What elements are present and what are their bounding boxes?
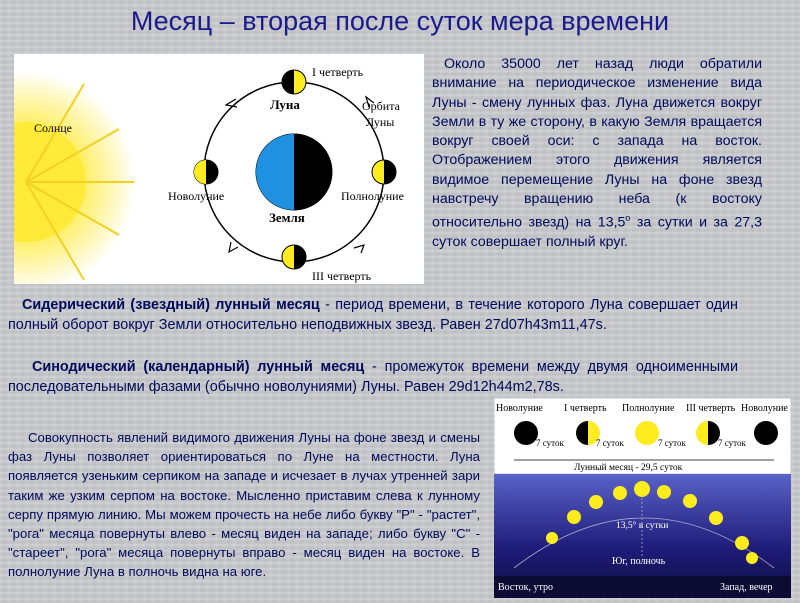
summary-paragraph — [8, 428, 480, 582]
phase-new-moon-icon — [514, 421, 538, 445]
summary-text: Совокупность явлений видимого движения Луны на фоне звезд и смены фаз Луны позволяет ориентироваться по Луне на местности. Луна появляется узеньким серпиком на западе и исчезает в лучах утренней зари таким же узким серпом на востоке. Мысленно приставим слева к лунному серпу прямую линию. Мы можем прочесть на небе либо букву "Р" - "растет", "рога" месяца повернуты влево - месяц виден на западе; либо букву "С" - "стареет", "рога" месяца повернуты вправо - месяц виден на востоке. В полнолуние Луна в полночь видна на юге. — [8, 430, 480, 580]
month-label: Лунный месяц - 29,5 суток — [574, 463, 683, 473]
phases-header-1: I четверть — [564, 403, 607, 414]
intro-paragraph — [432, 55, 762, 253]
interval-label-4: 7 суток — [718, 438, 746, 448]
west-label: Запад, вечер — [720, 582, 773, 593]
phases-header-4: Новолуние — [741, 403, 788, 414]
earth-icon — [256, 134, 332, 210]
phase-right-label: Полнолуние — [341, 189, 404, 203]
moon-orbit-diagram — [14, 54, 424, 284]
degree-sign: о — [625, 213, 631, 224]
interval-label-1: 7 суток — [536, 438, 564, 448]
phase-full-moon-icon — [635, 421, 659, 445]
phases-header-3: III четверть — [686, 403, 736, 414]
lunar-phases-diagram — [494, 398, 791, 598]
phases-header-2: Полнолуние — [622, 403, 675, 414]
synodic-text: - промежуток времени между двумя одноименными последовательными фазами (обычно новолуниями) Луны. Равен 29d12h44m2,78s. — [8, 359, 738, 395]
phases-header-0: Новолуние — [496, 403, 543, 414]
sun-icon — [14, 72, 136, 284]
earth-label: Земля — [269, 210, 305, 225]
sidereal-term: Сидерический (звездный) лунный месяц — [22, 297, 320, 313]
orbit-label-line2: Луны — [366, 115, 395, 129]
sidereal-text: - период времени, в течение которого Луна совершает один полный оборот вокруг Земли относительно неподвижных звезд. Равен 27d07h43m11,47s. — [8, 297, 738, 333]
sidereal-definition — [8, 295, 738, 335]
interval-label-3: 7 суток — [658, 438, 686, 448]
interval-label-2: 7 суток — [596, 438, 624, 448]
daily-shift-label: 13,5° в сутки — [616, 521, 669, 531]
intro-text: Около 35000 лет назад люди обратили внимание на периодическое изменение вида Луны - смену лунных фаз. Луна движется вокруг Земли в ту же сторону, в какую Земля вращается вокруг своей оси: с запада на восток. Отображением этого движения является видимое перемещение Луны на фоне звезд навстречу вращению неба (к востоку относительно звезд) на 13,5 — [432, 56, 762, 232]
moon-new-moon-icon — [194, 160, 218, 184]
orbit-label-line1: Орбита — [362, 99, 400, 113]
moon-full-moon-icon — [372, 160, 396, 184]
sun-label: Солнце — [34, 121, 73, 135]
phase-left-label: Новолуние — [168, 189, 225, 203]
synodic-term: Синодический (календарный) лунный месяц — [32, 359, 365, 375]
synodic-definition — [8, 357, 738, 397]
phase-new-moon-end-icon — [754, 421, 778, 445]
phase-third-quarter-icon — [696, 421, 720, 445]
moon-label: Луна — [270, 97, 300, 112]
page-title: Месяц – вторая после суток мера времени — [130, 6, 670, 36]
intro-text-end: за сутки и за 27,3 суток совершает полный круг. — [432, 215, 762, 251]
moon-third-quarter-icon — [282, 245, 306, 269]
south-label: Юг, полночь — [612, 556, 666, 567]
moon-first-quarter-icon — [282, 70, 306, 94]
east-label: Восток, утро — [498, 582, 553, 593]
phase-top-label: I четверть — [312, 65, 364, 79]
phase-bottom-label: III четверть — [312, 269, 372, 283]
